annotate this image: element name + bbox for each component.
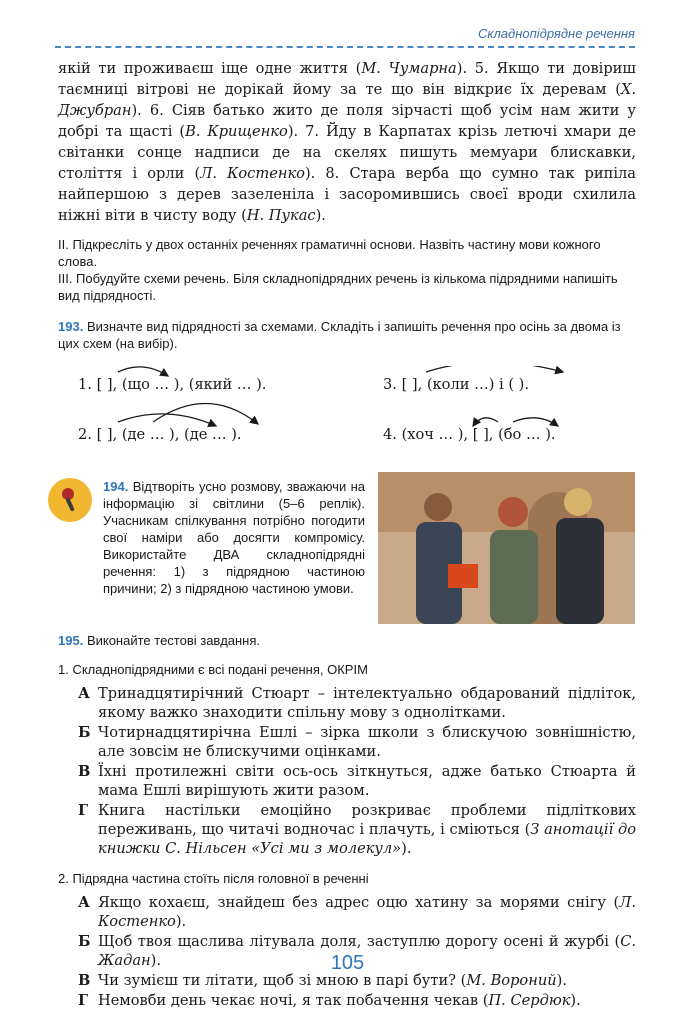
exercise-number: 193. [58,319,84,334]
author: Л. Костенко [200,165,305,182]
header-divider [55,46,635,48]
question-1: 1. Складнопідрядними є всі подані речення, ОКРІМ [58,662,368,677]
option: В Чи зумієш ти літати, щоб зі мною в парі бути? (М. Вороний). [78,972,567,989]
arrow-arc [513,418,558,426]
option: А Якщо кохаєш, знайдеш без адрес оцю хатину за морями снігу (Л. Костенко). [78,894,636,930]
page-content [58,58,636,1011]
exercise-195: 195. Виконайте тестові завдання. [58,633,261,648]
option: Г Книга настільки емоційно розкриває проблеми підліткових переживань, що читачі водночас і плачуть, і сміються (З анотації до книжки С. Нільсен «Усі ми з молекул»). [78,802,637,857]
scheme-3: 3. [ ], (коли …) і ( ). [383,376,530,393]
author: Н. Пукас [246,207,316,224]
intro-paragraph: якій ти проживаєш іще одне життя (М. Чумарна). 5. Якщо ти довіриш таємниці вітрові не дорікай йому за те що він відкриє їх деревам (Х. Джубран). 6. Сіяв батько жито де поля зірчасті щоб усім нам жити у добрі та щасті (В. Крищенко). 7. Йду в Карпатах крізь летючі хмари де світанки сонце надписи де на скелях пишуть мемуари блискавки, століття і орли (Л. Костенко). 8. Стара верба що сумно так рипіла найпершою з дерев зазеленіла і засоромившись своєї вроди схилила ніжні віти в чисту воду (Н. Пукас). [58,60,636,224]
arrow-arc [473,418,498,426]
task-2: II. Підкресліть у двох останніх реченнях граматичні основи. Назвіть частину мови кожного слова. [58,237,601,269]
question-1-options [78,684,636,858]
option: Б Чотирнадцятирічна Ешлі – зірка школи з блискучою зовнішністю, але зовсім не блискучими оцінками. [78,724,636,760]
schemes-block [58,366,636,468]
option: В Їхні протилежні світи ось-ось зіткнуться, адже батько Стюарта й мама Ешлі вирішують жити разом. [78,763,636,799]
scheme-4: 4. (хоч … ), [ ], (бо … ). [383,426,556,443]
arrow-arc [118,414,216,426]
arrow-arc [118,367,168,376]
exercise-number: 195. [58,633,84,648]
scheme-1: 1. [ ], (що … ), (який … ). [78,376,267,393]
exercise-194: 194. Відтворіть усно розмову, зважаючи на інформацію зі світлини (5–6 реплік). Учасникам спілкування потрібно погодити свої наміри або досягти компромісу. Використайте ДВА складнопідрядні речення: 1) з підрядною частиною причини; 2) з підрядною частиною умови. [58,478,636,628]
page-header [0,22,695,44]
header-title: Складнопідрядне речення [477,26,635,41]
task-3: III. Побудуйте схеми речень. Біля складнопідрядних речень із кількома підрядними напишіть вид підрядності. [58,271,618,303]
author: В. Крищенко [185,123,288,140]
option: Г Немовби день чекає ночі, я так побачення чекав (П. Сердюк). [78,992,581,1009]
arrow-arc [426,366,563,372]
teens-conversation-photo [378,472,635,624]
arrow-arc [153,403,258,424]
option: Б Щоб твоя щаслива літувала доля, заступлю дорогу осені й журбі (С. Жадан). [78,933,636,969]
page-number: 105 [330,952,365,974]
exercise-193: 193. Визначте вид підрядності за схемами. Складіть і запишіть речення про осінь за двома із цих схем (на вибір). [58,319,621,351]
option: А Тринадцятирічний Стюарт – інтелектуально обдарований підліток, якому важко знаходити спільну мову з однолітками. [78,685,636,721]
question-2: 2. Підрядна частина стоїть після головної в реченні [58,871,369,886]
scheme-2: 2. [ ], (де … ), (де … ). [78,426,242,443]
author: М. Чумарна [361,60,457,77]
exercise-number: 194. [103,479,129,494]
microphone-icon [48,478,92,522]
author: Х. Джубран [58,81,636,119]
